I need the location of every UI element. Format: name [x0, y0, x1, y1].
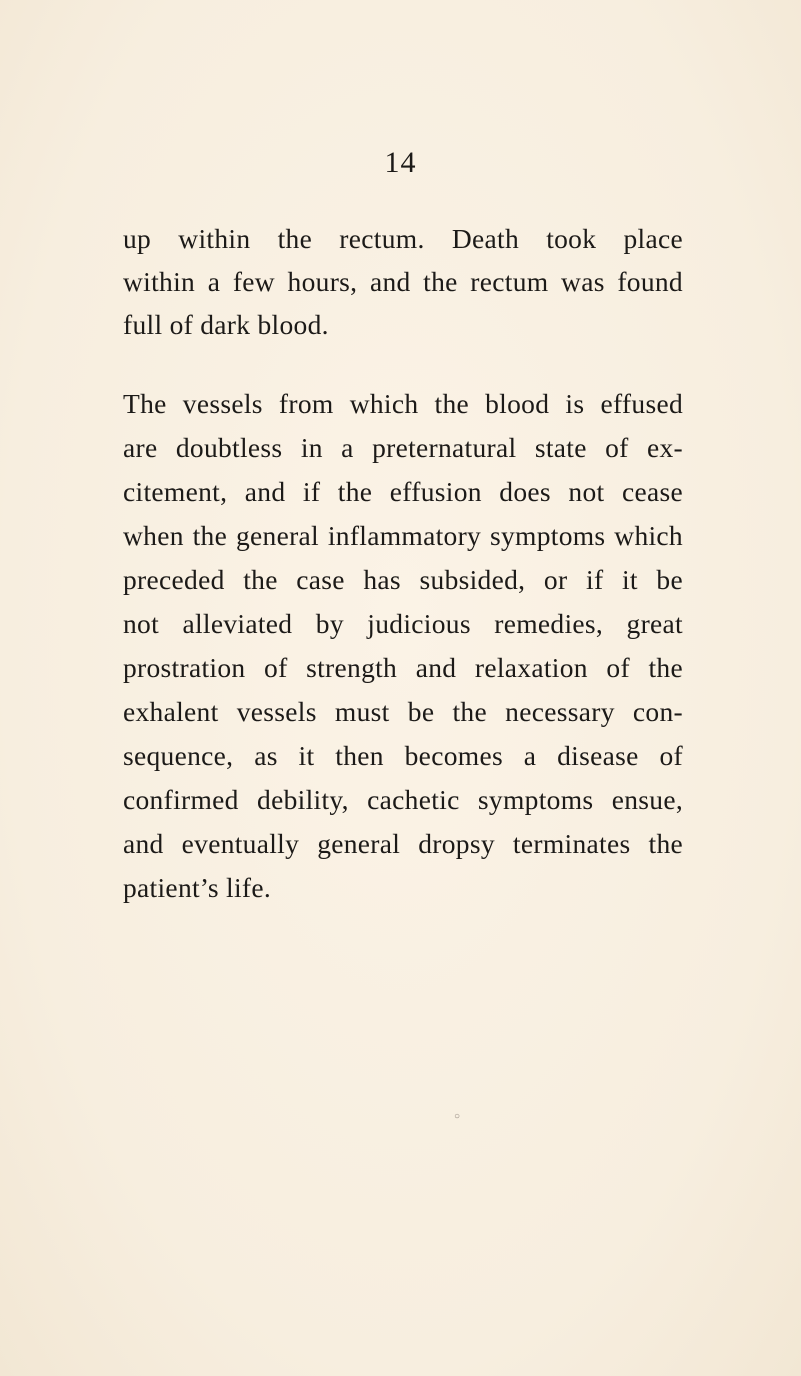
text-line: sequence, as it then becomes a disease of	[123, 740, 683, 771]
text-line: preceded the case has subsided, or if it be	[123, 564, 683, 595]
text-line: citement, and if the effusion does not cease	[123, 476, 683, 507]
text-line: prostration of strength and relaxation of the	[123, 652, 683, 683]
text-line: full of dark blood.	[123, 309, 329, 340]
paper-speck: ○	[454, 1111, 461, 1122]
text-line: are doubtless in a preternatural state of ex-	[123, 432, 683, 463]
text-line: and eventually general dropsy terminates the	[123, 828, 683, 859]
text-line: not alleviated by judicious remedies, great	[123, 608, 683, 639]
text-line: within a few hours, and the rectum was found	[123, 266, 683, 297]
text-line: exhalent vessels must be the necessary con-	[123, 696, 683, 727]
text-line: confirmed debility, cachetic symptoms ensue,	[123, 784, 683, 815]
text-line: up within the rectum. Death took place	[123, 223, 683, 254]
text-line: patient’s life.	[123, 872, 272, 903]
page-number: 14	[384, 146, 417, 179]
text-line: The vessels from which the blood is effused	[123, 388, 683, 419]
text-line: when the general inflammatory symptoms which	[123, 520, 683, 551]
